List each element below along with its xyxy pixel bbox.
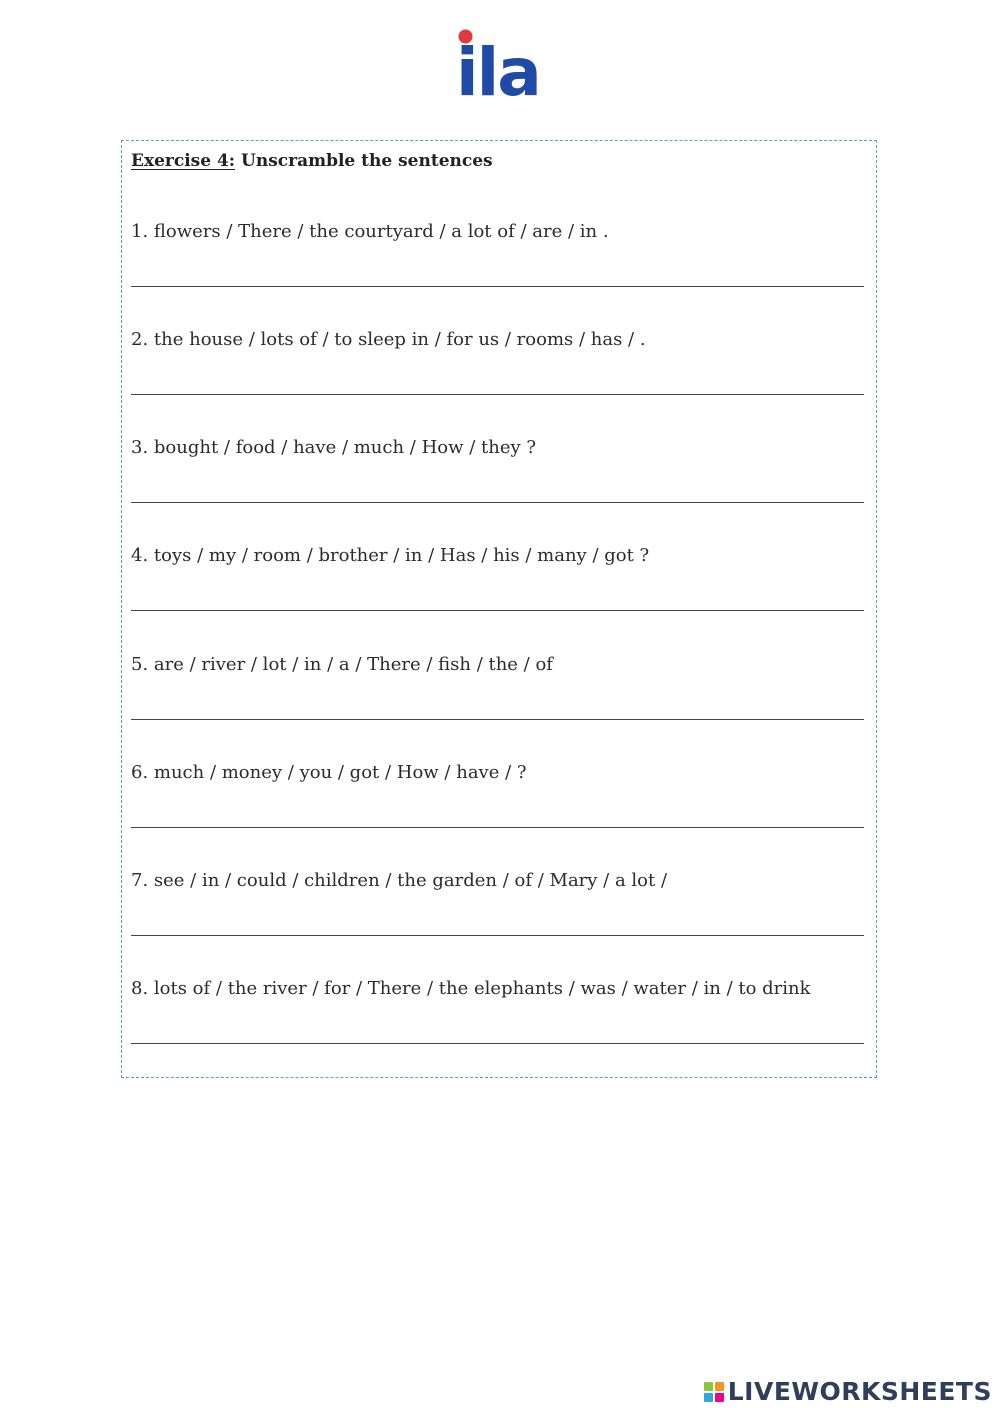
liveworksheets-logo-icon: [704, 1382, 724, 1402]
scrambled-sentence: 1. flowers / There / the courtyard / a lot of / are / in .: [131, 221, 609, 242]
scrambled-sentence: 4. toys / my / room / brother / in / Has / his / many / got ?: [131, 545, 650, 566]
exercise-label: Exercise 4:: [131, 151, 236, 171]
exercise-item-7: [131, 870, 864, 950]
logo-square: [704, 1393, 713, 1402]
answer-line[interactable]: [131, 935, 864, 936]
ila-logo-mark: [456, 28, 546, 100]
exercise-item-4: [131, 545, 864, 625]
logo-text: ila: [456, 34, 540, 100]
logo-square: [704, 1382, 713, 1391]
exercise-item-1: [131, 221, 864, 301]
logo-square: [715, 1393, 724, 1402]
exercise-item-6: [131, 762, 864, 842]
scrambled-sentence: 6. much / money / you / got / How / have / ?: [131, 762, 527, 783]
exercise-heading: [131, 151, 493, 171]
scrambled-sentence: 5. are / river / lot / in / a / There / fish / the / of: [131, 654, 553, 675]
scrambled-sentence: 7. see / in / could / children / the garden / of / Mary / a lot /: [131, 870, 668, 891]
exercise-item-3: [131, 437, 864, 517]
liveworksheets-brand: [704, 1378, 992, 1406]
answer-line[interactable]: [131, 827, 864, 828]
answer-line[interactable]: [131, 1043, 864, 1044]
exercise-item-8: [131, 978, 864, 1058]
answer-line[interactable]: [131, 394, 864, 395]
exercise-title: Unscramble the sentences: [241, 151, 493, 171]
scrambled-sentence: 3. bought / food / have / much / How / they ?: [131, 437, 537, 458]
answer-line[interactable]: [131, 286, 864, 287]
exercise-item-5: [131, 654, 864, 734]
exercise-box: [121, 140, 877, 1078]
answer-line[interactable]: [131, 610, 864, 611]
scrambled-sentence: 2. the house / lots of / to sleep in / for us / rooms / has / .: [131, 329, 646, 350]
scrambled-sentence: 8. lots of / the river / for / There / the elephants / was / water / in / to drink: [131, 978, 811, 999]
exercise-item-2: [131, 329, 864, 409]
answer-line[interactable]: [131, 502, 864, 503]
ila-logo: [456, 28, 546, 100]
brand-name: LIVEWORKSHEETS: [727, 1377, 992, 1406]
answer-line[interactable]: [131, 719, 864, 720]
logo-square: [715, 1382, 724, 1391]
